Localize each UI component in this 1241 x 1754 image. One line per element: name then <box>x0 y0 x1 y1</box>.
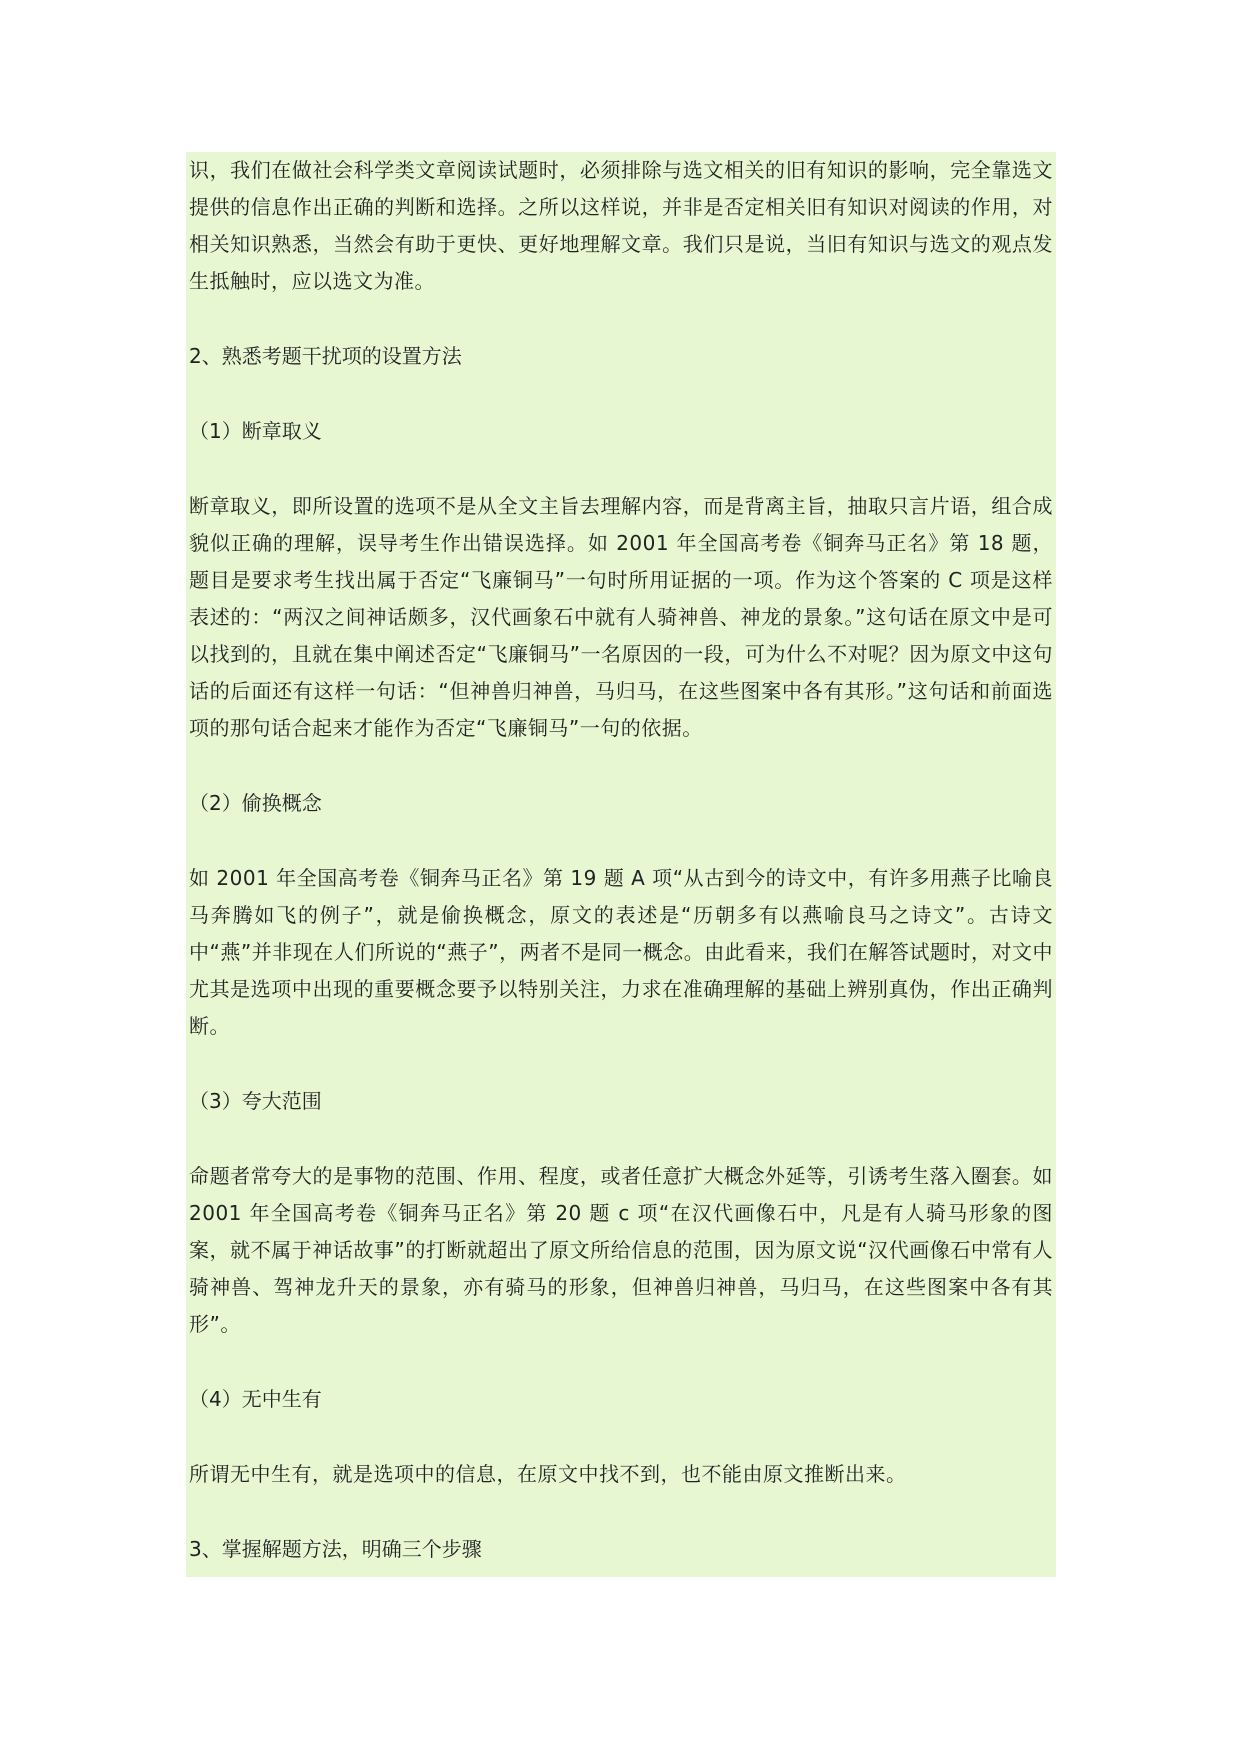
subheading-4: （4）无中生有 <box>189 1387 322 1411</box>
paragraph-kuada: 命题者常夸大的是事物的范围、作用、程度，或者任意扩大概念外延等，引诱考生落入圈套。如 2001 年全国高考卷《铜奔马正名》第 20 题 c 项“在汉代画像石中，凡是有人骑马形象的图案，就不属于神话故事”的打断就超出了原文所给信息的范围，因为原文说“汉代画像石中常有人骑神兽、驾神龙升天的景象，亦有骑马的形象，但神兽归神兽，马归马，在这些图案中各有其形”。 <box>189 1164 1053 1336</box>
subheading-3: （3）夸大范围 <box>189 1089 322 1113</box>
subheading-1: （1）断章取义 <box>189 419 322 443</box>
paragraph-wuzhong: 所谓无中生有，就是选项中的信息，在原文中找不到，也不能由原文推断出来。 <box>189 1462 907 1486</box>
paragraph-touhuan: 如 2001 年全国高考卷《铜奔马正名》第 19 题 A 项“从古到今的诗文中，有许多用燕子比喻良马奔腾如飞的例子”，就是偷换概念，原文的表述是“历朝多有以燕喻良马之诗文”。古诗文中“燕”并非现在人们所说的“燕子”，两者不是同一概念。由此看来，我们在解答试题时，对文中尤其是选项中出现的重要概念要予以特别关注，力求在准确理解的基础上辨别真伪，作出正确判断。 <box>189 866 1053 1038</box>
section-heading-2: 2、熟悉考题干扰项的设置方法 <box>189 344 462 368</box>
paragraph-intro: 识，我们在做社会科学类文章阅读试题时，必须排除与选文相关的旧有知识的影响，完全靠选文提供的信息作出正确的判断和选择。之所以这样说，并非是否定相关旧有知识对阅读的作用，对相关知识熟悉，当然会有助于更快、更好地理解文章。我们只是说，当旧有知识与选文的观点发生抵触时，应以选文为准。 <box>189 158 1053 293</box>
paragraph-duanzhang: 断章取义，即所设置的选项不是从全文主旨去理解内容，而是背离主旨，抽取只言片语，组合成貌似正确的理解，误导考生作出错误选择。如 2001 年全国高考卷《铜奔马正名》第 18 题，题目是要求考生找出属于否定“飞廉铜马”一句时所用证据的一项。作为这个答案的 C 项是这样表述的：“两汉之间神话颇多，汉代画象石中就有人骑神兽、神龙的景象。”这句话在原文中是可以找到的，且就在集中阐述否定“飞廉铜马”一名原因的一段，可为什么不对呢？因为原文中这句话的后面还有这样一句话：“但神兽归神兽，马归马，在这些图案中各有其形。”这句话和前面选项的那句话合起来才能作为否定“飞廉铜马”一句的依据。 <box>189 494 1053 740</box>
subheading-2: （2）偷换概念 <box>189 791 322 815</box>
article-body <box>186 152 1056 1577</box>
section-heading-3: 3、掌握解题方法，明确三个步骤 <box>189 1537 482 1561</box>
